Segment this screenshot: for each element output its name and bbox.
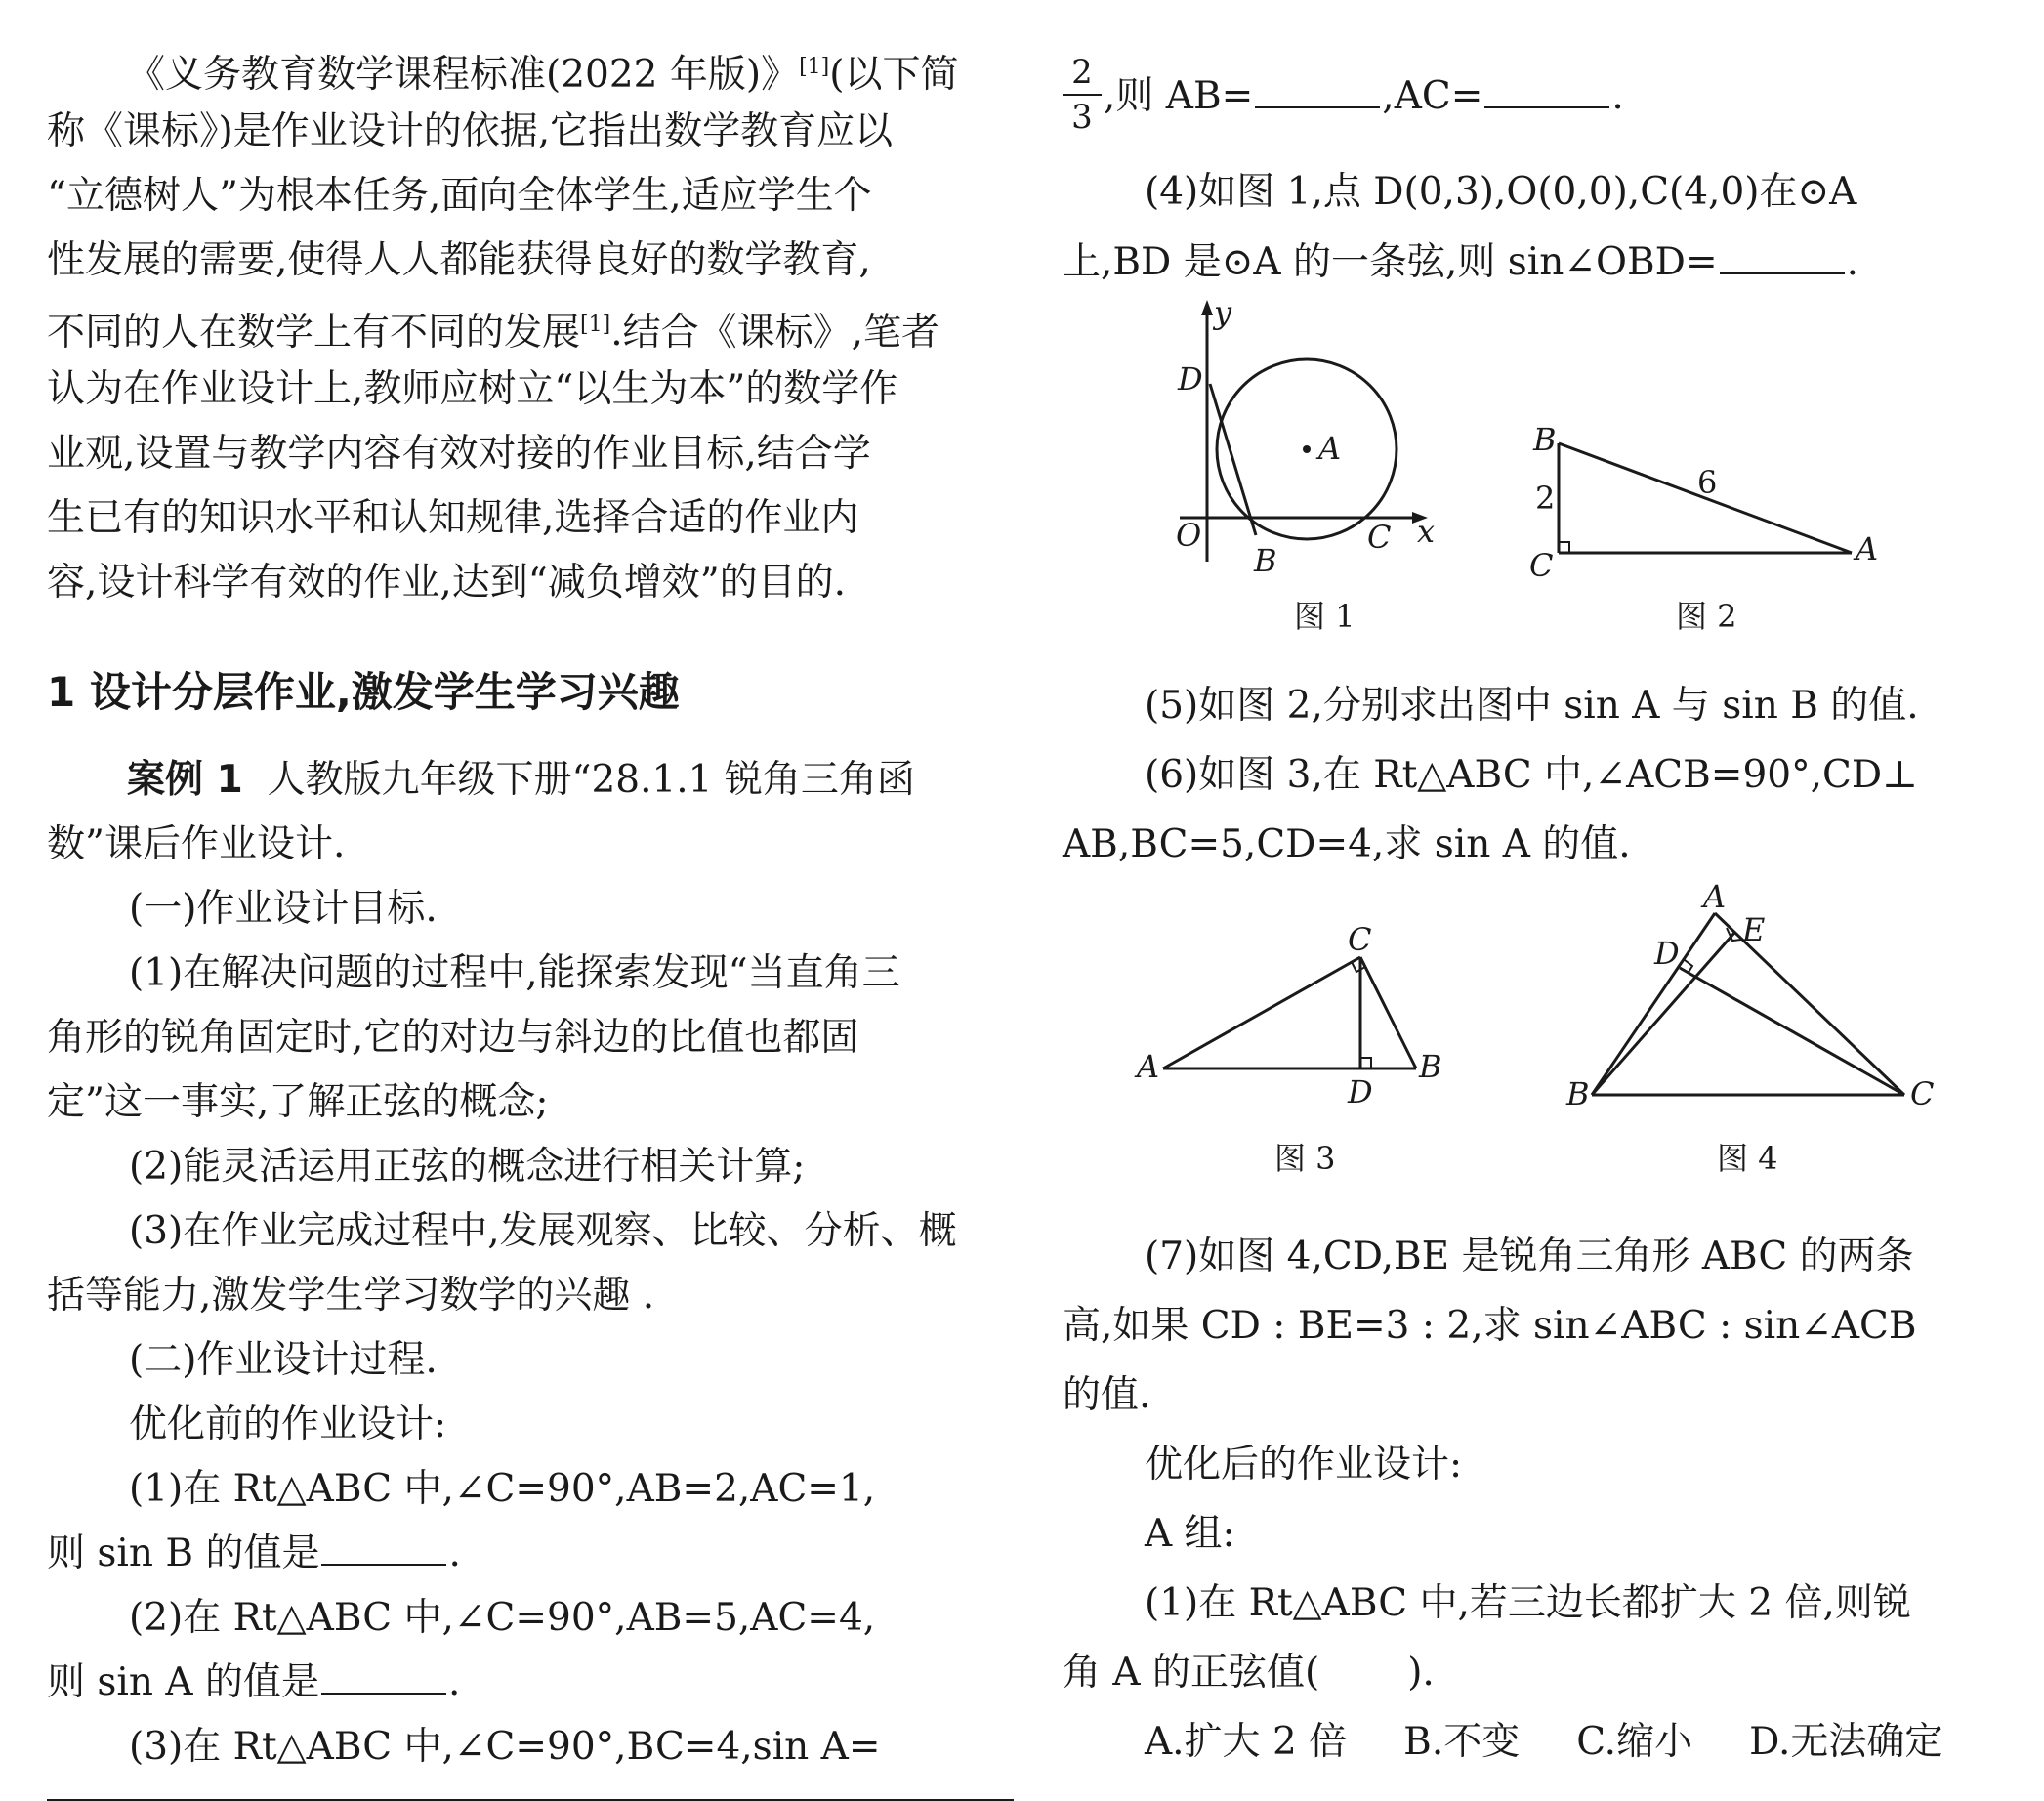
after-title: 优化后的作业设计:	[1145, 1443, 1463, 1487]
question-3-line-1: (3)在 Rt△ABC 中,∠C=90°,BC=4,sin A=	[129, 1725, 881, 1769]
intro-line-3: “立德树人”为根本任务,面向全体学生,适应学生个	[47, 174, 872, 218]
group-a-title: A 组:	[1145, 1512, 1235, 1556]
question-6-line-2: AB,BC=5,CD=4,求 sin A 的值.	[1063, 822, 1631, 866]
goal-1-line-3: 定”这一事实,了解正弦的概念;	[47, 1080, 549, 1124]
case-line-1: 案例 1 人教版九年级下册“28.1.1 锐角三角函	[127, 758, 915, 802]
right-angle-mark	[1559, 542, 1569, 553]
label-o: O	[1176, 517, 1202, 554]
goal-2: (2)能灵活运用正弦的概念进行相关计算;	[129, 1145, 806, 1189]
fraction: $\frac{2}{3}$	[1063, 51, 1102, 139]
label-y: y	[1214, 298, 1232, 331]
option-d[interactable]: D.无法确定	[1749, 1720, 1943, 1764]
goal-1-line-2: 角形的锐角固定时,它的对边与斜边的比值也都固	[47, 1016, 859, 1060]
label-d: D	[1178, 360, 1203, 398]
goal-3-line-1: (3)在作业完成过程中,发展观察、比较、分析、概	[129, 1209, 957, 1253]
figure-4	[1565, 884, 1934, 1177]
question-3-line-2: ,则 AB= ,AC= .	[1104, 74, 1624, 118]
goal-title: (一)作业设计目标.	[129, 887, 438, 931]
section-heading: 1 设计分层作业,激发学生学习兴趣	[47, 668, 680, 716]
label-d: D	[1348, 1073, 1373, 1110]
question-1-line-2: 则 sin B 的值是 .	[47, 1531, 461, 1575]
label-a: A	[1856, 530, 1879, 567]
y-axis-arrow	[1201, 300, 1213, 315]
answer-blank[interactable]	[321, 1663, 446, 1695]
label-d: D	[1654, 935, 1680, 972]
label-a: A	[1137, 1048, 1160, 1085]
question-4-line-2: 上,BD 是⊙A 的一条弦,则 sin∠OBD= .	[1063, 240, 1859, 284]
label-c: C	[1529, 547, 1554, 584]
center-a-point	[1303, 445, 1311, 453]
figure-3	[1134, 921, 1442, 1177]
group-a-question-1-line-2: 角 A 的正弦值( ).	[1063, 1651, 1435, 1695]
question-2-line-1: (2)在 Rt△ABC 中,∠C=90°,AB=5,AC=4,	[129, 1596, 876, 1640]
label-a: A	[1318, 430, 1342, 467]
option-b[interactable]: B.不变	[1403, 1720, 1521, 1764]
group-a-question-1-line-1: (1)在 Rt△ABC 中,若三边长都扩大 2 倍,则锐	[1145, 1581, 1911, 1625]
question-1-line-1: (1)在 Rt△ABC 中,∠C=90°,AB=2,AC=1,	[129, 1467, 876, 1511]
answer-blank[interactable]	[1255, 77, 1380, 108]
figure-3-caption: 图 3	[1274, 1140, 1336, 1177]
label-c: C	[1910, 1075, 1935, 1112]
question-5: (5)如图 2,分别求出图中 sin A 与 sin B 的值.	[1145, 684, 1919, 728]
question-4-line-1: (4)如图 1,点 D(0,3),O(0,0),C(4,0)在⊙A	[1145, 170, 1857, 214]
figure-4-caption: 图 4	[1717, 1140, 1778, 1177]
intro-line-9: 容,设计科学有效的作业,达到“减负增效”的目的.	[47, 561, 847, 605]
intro-line-6: 认为在作业设计上,教师应树立“以生为本”的数学作	[47, 367, 898, 411]
label-length-bc: 2	[1535, 480, 1556, 517]
case-label: 案例 1	[127, 758, 243, 802]
side-ac	[1163, 957, 1360, 1068]
question-7-line-2: 高,如果 CD : BE=3 : 2,求 sin∠ABC : sin∠ACB	[1063, 1304, 1917, 1348]
process-title: (二)作业设计过程.	[129, 1338, 438, 1382]
choice-options	[1145, 1710, 1942, 1775]
figure-2	[1529, 421, 1878, 635]
intro-line-2: 称《课标》)是作业设计的依据,它指出数学教育应以	[47, 109, 894, 153]
figure-2-caption: 图 2	[1676, 598, 1737, 635]
option-c[interactable]: C.缩小	[1576, 1720, 1693, 1764]
label-x: x	[1417, 513, 1436, 550]
figures-1-2	[1063, 298, 2000, 669]
intro-line-8: 生已有的知识水平和认知规律,选择合适的作业内	[47, 496, 859, 540]
answer-blank[interactable]	[1484, 77, 1609, 108]
side-ba	[1592, 913, 1715, 1095]
intro-line-4: 性发展的需要,使得人人都能获得良好的数学教育,	[47, 238, 871, 282]
label-b: B	[1566, 1075, 1590, 1112]
goal-1-line-1: (1)在解决问题的过程中,能探索发现“当直角三	[129, 951, 900, 995]
figures-3-4	[1063, 884, 2000, 1177]
figure-1-caption: 图 1	[1294, 598, 1356, 635]
label-c: C	[1367, 519, 1392, 556]
label-e: E	[1742, 911, 1766, 948]
before-title: 优化前的作业设计:	[129, 1403, 447, 1446]
case-line-2: 数”课后作业设计.	[47, 822, 346, 866]
side-cb	[1360, 957, 1416, 1068]
label-length-ab: 6	[1697, 464, 1718, 501]
label-b: B	[1419, 1048, 1442, 1085]
option-a[interactable]: A.扩大 2 倍	[1145, 1720, 1348, 1764]
question-7-line-3: 的值.	[1063, 1373, 1151, 1417]
answer-blank[interactable]	[1720, 243, 1845, 274]
question-7-line-1: (7)如图 4,CD,BE 是锐角三角形 ABC 的两条	[1145, 1235, 1914, 1278]
question-2-line-2: 则 sin A 的值是 .	[47, 1660, 461, 1704]
question-6-line-1: (6)如图 3,在 Rt△ABC 中,∠ACB=90°,CD⊥	[1145, 753, 1918, 797]
intro-line-1: 《义务教育数学课程标准(2022 年版)》[1](以下简	[127, 53, 959, 97]
goal-3-line-2: 括等能力,激发学生学习数学的兴趣 .	[47, 1274, 655, 1318]
right-angle-mark-d	[1360, 1058, 1371, 1068]
intro-line-5: 不同的人在数学上有不同的发展[1].结合《课标》,笔者	[47, 311, 939, 355]
figure-1	[1176, 298, 1435, 635]
label-a: A	[1703, 884, 1727, 915]
answer-blank[interactable]	[321, 1534, 446, 1566]
label-b: B	[1254, 542, 1277, 579]
intro-line-7: 业观,设置与教学内容有效对接的作业目标,结合学	[47, 432, 871, 476]
label-b: B	[1533, 421, 1557, 458]
label-c: C	[1348, 921, 1372, 958]
